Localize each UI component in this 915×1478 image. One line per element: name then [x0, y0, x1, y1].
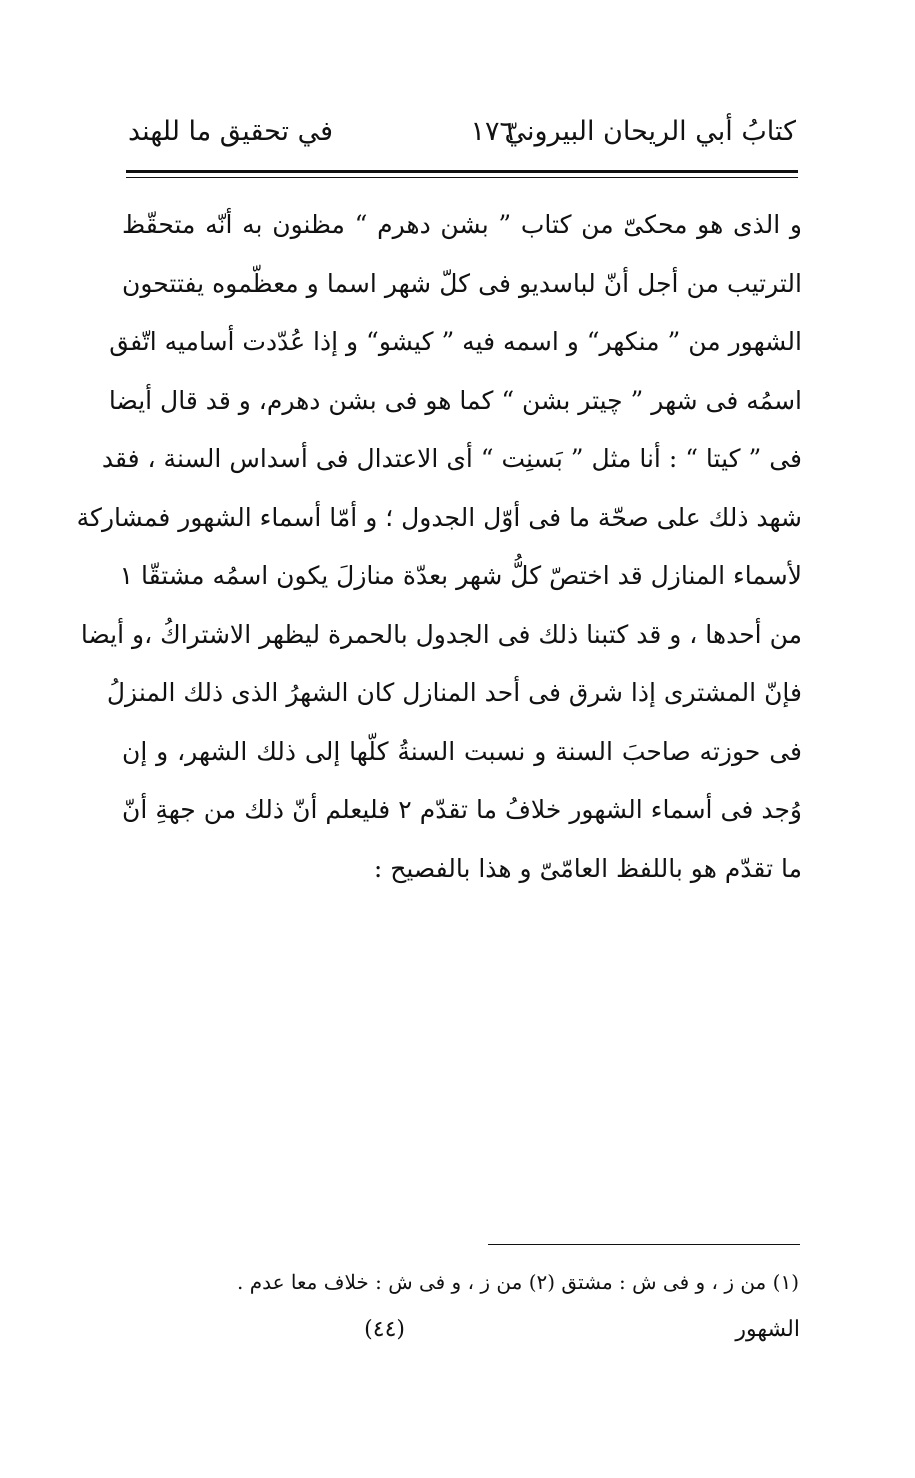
running-title: في تحقيق ما للهند [128, 116, 334, 147]
text-line: اسمُه فى شهر ” چيتر بشن “ كما هو فى بشن دهرم، و قد قال أيضا [108, 385, 802, 415]
header-rule-thin [126, 177, 798, 178]
book-title: كتابُ أبي الريحان البيرونيّ [504, 116, 796, 147]
page-header [128, 112, 796, 158]
text-line: لأسماء المنازل قد اختصّ كلُّ شهر بعدّة منازلَ يكون اسمُه مشتقّا ١ [119, 561, 802, 590]
text-line: وُجد فى أسماء الشهور خلافُ ما تقدّم ٢ فليعلم أنّ ذلك من جهةِ أنّ [122, 795, 802, 824]
header-rule-thick [126, 170, 798, 173]
text-line: فى ” كيتا “ : أنا مثل ” بَسنِت “ أى الاعتدال فى أسداس السنة ، فقد [101, 444, 802, 473]
text-line: من أحدها ، و قد كتبنا ذلك فى الجدول بالحمرة ليظهر الاشتراكُ ،و أيضا [80, 619, 802, 649]
body-text [76, 196, 802, 898]
text-line: ما تقدّم هو باللفظ العامّىّ و هذا بالفصيح : [373, 853, 802, 883]
signature-line [130, 1310, 800, 1350]
text-line: الشهور من ” منكهر“ و اسمه فيه ” كيشو“ و إذا عُدّدت أساميه اتّفق [109, 327, 802, 356]
text-line: فإنّ المشترى إذا شرق فى أحد المنازل كان الشهرُ الذى ذلك المنزلُ [106, 678, 802, 707]
footnote: (١) من ز ، و فى ش : مشتق (٢) من ز ، و فى ش : خلاف معا عدم . [237, 1270, 799, 1294]
text-line: و الذى هو محكىّ من كتاب ” بشن دهرم “ مظنون به أنّه متحقّظ [122, 210, 802, 239]
catchword: الشهور [735, 1317, 800, 1342]
footnote-rule [488, 1244, 800, 1245]
signature-number: (٤٤) [364, 1317, 405, 1342]
page-number: ١٧٦ [470, 116, 514, 147]
text-line: شهد ذلك على صحّة ما فى أوّل الجدول ؛ و أمّا أسماء الشهور فمشاركة [76, 502, 802, 532]
text-line: الترتيب من أجل أنّ لباسديو فى كلّ شهر اسما و معظّموه يفتتحون [122, 268, 802, 298]
text-line: فى حوزته صاحبَ السنة و نسبت السنةُ كلّها إلى ذلك الشهر، و إن [122, 736, 802, 766]
